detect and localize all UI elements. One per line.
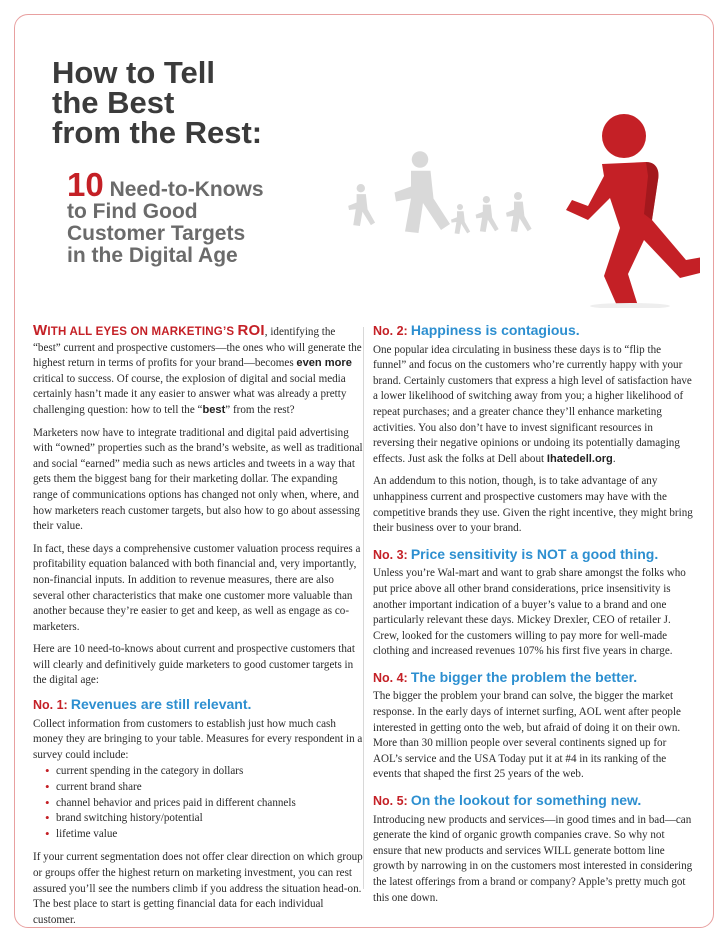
item-3-paragraph-1: Unless you’re Wal-mart and want to grab share amongst the folks who put price above all other brand considerations, price insensitivity is another important indication of a buyer’s value to a brand and one particularly relevant these days. Mickey Drexler, CEO of retailer J. Crew, looked for the customers willing to pay more for well-made clothing and increased revenues 107% his first five years in charge.	[373, 567, 686, 658]
page-subtitle	[67, 166, 367, 267]
item-4-paragraph-1: The bigger the problem your brand can solve, the bigger the market response. In the early days of internet surfing, AOL went after people interested in getting onto the web, but afraid of doing it on their own. More than 30 million people over several continents signed up for AOL’s service and the USA Today put it at #4 in its ranking of the events that shaped the first 25 years of the web.	[373, 690, 681, 781]
subtitle-line-1: Need-to-Knows	[109, 178, 264, 201]
intro-paragraph-3: In fact, these days a comprehensive customer valuation process requires a profitability equation balanced with both financial and, very importantly, non-financial inputs. In addition to revenue measures, there are also several other characteristics that make one customer more valuable than another because they’re easier to get and keep, as well as engage as co-marketers.	[33, 542, 361, 633]
item-1-heading: No. 1: Revenues are still relevant.	[33, 696, 252, 713]
running-figures-illustration	[330, 108, 700, 308]
intro-paragraph-1: WITH ALL EYES ON MARKETING’S ROI, identifying the “best” current and prospective customers—the ones who will generate the highest return in terms of profits for your brand—becomes even more critical to success. Of course, the explosion of digital and social media certainly hasn’t made it any easier to answer what was already a pretty challenging question: how to tell the “best” from the rest?	[33, 322, 362, 416]
intro-paragraph-4: Here are 10 need-to-knows about current and prospective customers that will clearly and definitively guide marketers to good customer targets in the digital age:	[33, 643, 355, 687]
list-item: • brand switching history/potential	[45, 811, 363, 827]
subtitle-line-3: Customer Targets	[67, 222, 246, 245]
list-item: • lifetime value	[45, 827, 363, 843]
red-runner-figure	[566, 114, 700, 308]
title-line-2: the Best	[52, 85, 175, 120]
subtitle-line-2: to Find Good	[67, 200, 198, 223]
intro-paragraph-2: Marketers now have to integrate traditional and digital paid advertising with “owned” properties such as the brand’s website, as well as traditional and social “earned” media such as news articles and tweets in a way that gets them the biggest bang for their marketing dollar. The expanding range of communications options has changed not only when, where, and how marketers reach customer targets, but also how to go about assessing their value.	[33, 426, 363, 533]
item-5-paragraph-1: Introducing new products and services—in good times and in bad—can generate the kind of organic growth companies crave. So why not ensure that new products and services WILL generate bottom line growth by narrowing in on the customers most interested in considering the latest offerings from a brand or company? Apple’s pretty much got this one down.	[373, 813, 693, 904]
gray-runner-figures	[348, 151, 531, 234]
item-1-paragraph-1: Collect information from customers to establish just how much cash money they are bringing to your table. Measures for every respondent in a survey could include:	[33, 717, 363, 761]
item-2-paragraph-2: An addendum to this notion, though, is to take advantage of any unhappiness current and prospective customers may have with the competitive brands they use. Given the right incentive, they might bring their business over to your brand.	[373, 475, 693, 535]
item-2-paragraph-1: One popular idea circulating in business these days is to “flip the funnel” and focus on the customers who’re currently happy with your brand. Certainly customers that express a high level of satisfaction have a lower likelihood of switching away from you; a higher likelihood of repeat purchases; and a greater chance they’ll enhance marketing activities. You also don’t have to invest significant resources in reversing their negative opinions or undoing its potentially damaging effects. Just ask the folks at Dell about Ihatedell.org.	[373, 343, 692, 465]
right-column	[373, 323, 695, 913]
left-column	[33, 323, 363, 935]
list-item: • current spending in the category in dollars	[45, 764, 363, 780]
ihatedell-link[interactable]: Ihatedell.org	[546, 452, 613, 465]
item-5-heading: No. 5: On the lookout for something new.	[373, 792, 642, 809]
item-1-bullets	[33, 764, 363, 842]
item-2-heading: No. 2: Happiness is contagious.	[373, 322, 580, 338]
title-line-1: How to Tell	[52, 55, 216, 90]
item-1-paragraph-2: If your current segmentation does not offer clear direction on which group or groups offer the highest return on marketing investment, you can rest assured you’ll see the numbers climb if you address the situation head-on. The best place to start is getting financial data for each individual customer.	[33, 851, 363, 926]
subtitle-number: 10	[67, 166, 104, 203]
title-line-3: from the Rest:	[52, 115, 263, 150]
subtitle-line-4: in the Digital Age	[67, 244, 238, 267]
item-4-heading: No. 4: The bigger the problem the better.	[373, 668, 638, 685]
list-item: • current brand share	[45, 780, 363, 796]
list-item: • channel behavior and prices paid in different channels	[45, 796, 363, 812]
item-3-heading: No. 3: Price sensitivity is NOT a good thing.	[373, 545, 659, 562]
intro-lead: WITH ALL EYES ON MARKETING’S ROI	[33, 322, 265, 339]
column-divider	[363, 327, 364, 889]
